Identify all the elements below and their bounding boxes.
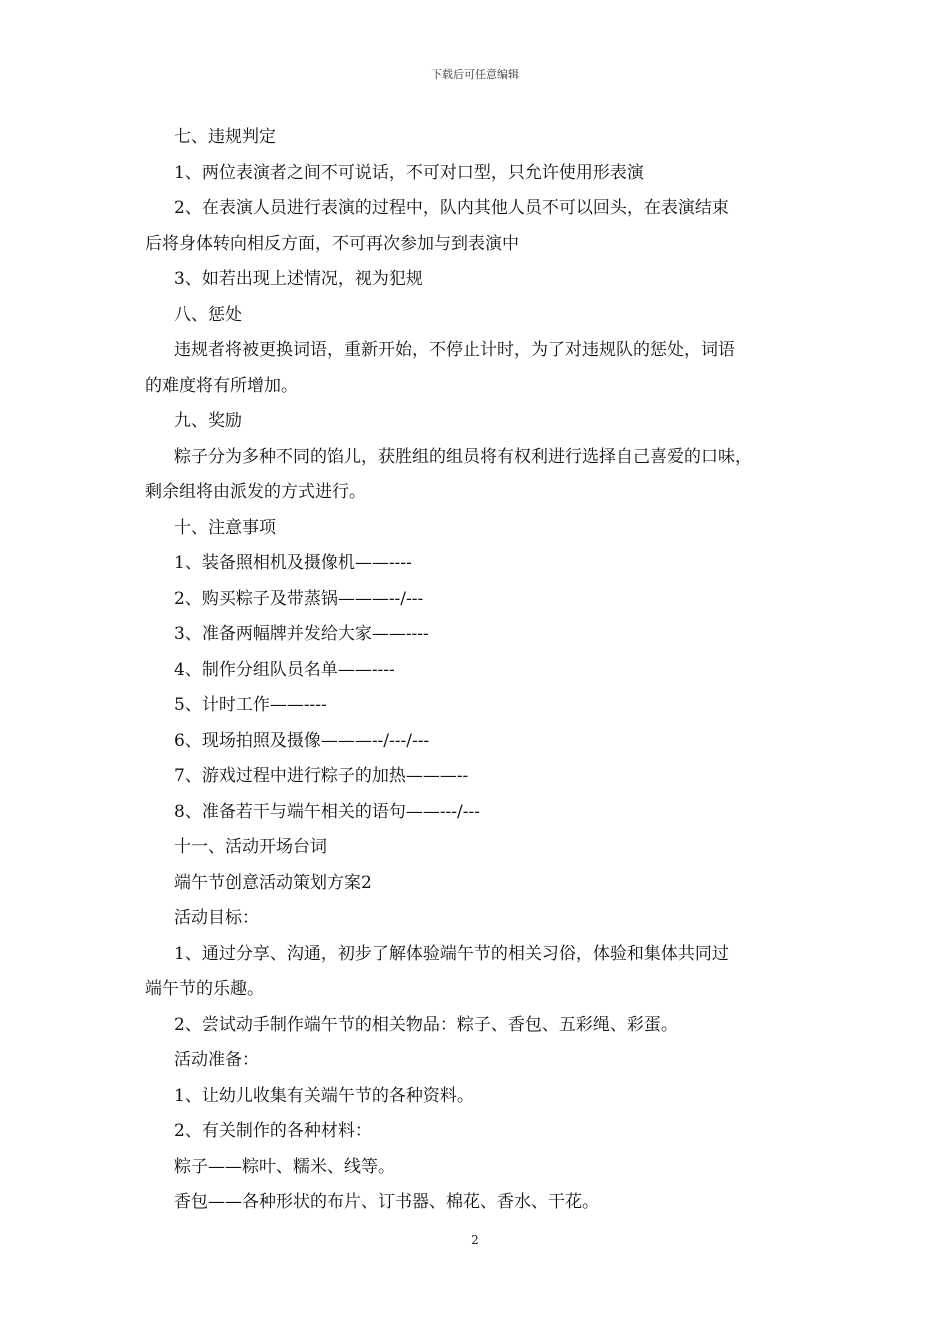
text-line: 十一、活动开场台词 [174, 837, 327, 857]
text-line: 活动目标： [174, 908, 259, 928]
text-line: 后将身体转向相反方面，不可再次参加与到表演中 [145, 233, 519, 254]
text-line: 2、尝试动手制作端午节的相关物品：粽子、香包、五彩绳、彩蛋。 [174, 1014, 678, 1035]
text-line: 违规者将被更换词语，重新开始，不停止计时，为了对违规队的惩处，词语 [174, 340, 735, 360]
text-line: 九、奖励 [174, 411, 242, 431]
text-line: 端午节的乐趣。 [145, 979, 264, 999]
text-line: 2、有关制作的各种材料： [174, 1121, 372, 1141]
text-line: 1、装备照相机及摄像机——---- [174, 553, 412, 573]
text-line: 粽子——粽叶、糯米、线等。 [174, 1156, 395, 1177]
text-line: 八、惩处 [174, 304, 242, 325]
text-line: 3、如若出现上述情况，视为犯规 [174, 269, 423, 289]
text-line: 端午节创意活动策划方案2 [174, 872, 372, 893]
text-line: 香包——各种形状的布片、订书器、棉花、香水、干花。 [174, 1192, 599, 1212]
text-line: 十、注意事项 [174, 517, 276, 538]
text-line: 2、在表演人员进行表演的过程中，队内其他人员不可以回头，在表演结束 [174, 198, 729, 218]
text-line: 5、计时工作——---- [174, 695, 327, 715]
text-line: 2、购买粽子及带蒸锅———--/--- [174, 588, 424, 609]
text-line: 4、制作分组队员名单——---- [174, 659, 395, 680]
page-number: 2 [471, 1233, 479, 1247]
text-line: 3、准备两幅牌并发给大家——---- [174, 624, 429, 644]
text-line: 1、让幼儿收集有关端午节的各种资料。 [174, 1085, 474, 1106]
text-line: 8、准备若干与端午相关的语句——---/--- [174, 801, 481, 822]
text-line: 粽子分为多种不同的馅儿，获胜组的组员将有权利进行选择自己喜爱的口味， [174, 446, 752, 467]
text-line: 7、游戏过程中进行粽子的加热———-- [174, 766, 469, 786]
text-line: 活动准备： [174, 1050, 259, 1070]
document-body [145, 120, 813, 1221]
text-line: 6、现场拍照及摄像———--/---/--- [174, 730, 430, 751]
text-line: 的难度将有所增加。 [145, 375, 298, 396]
text-line: 1、通过分享、沟通，初步了解体验端午节的相关习俗，体验和集体共同过 [174, 943, 729, 964]
text-line: 七、违规判定 [174, 127, 276, 147]
page-header: 下载后可任意编辑 [431, 68, 519, 81]
text-line: 1、两位表演者之间不可说话，不可对口型，只允许使用形表演 [174, 162, 644, 183]
text-line: 剩余组将由派发的方式进行。 [145, 482, 366, 502]
